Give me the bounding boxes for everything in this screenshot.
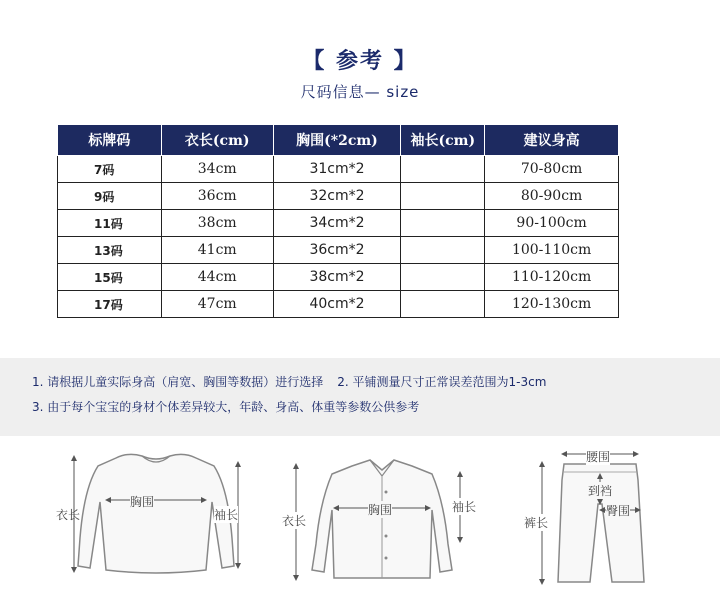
column-header-length: 衣长(cm): [161, 125, 273, 156]
cell-sleeve: [401, 237, 485, 264]
sweater-diagram: [56, 448, 256, 588]
cell-length: 36cm: [161, 183, 273, 210]
table-row: [58, 156, 619, 183]
cell-sleeve: [401, 210, 485, 237]
table-row: [58, 183, 619, 210]
notes-row-2: [32, 398, 419, 415]
shirt-diagram: [282, 452, 482, 588]
label-waist: 腰围: [586, 450, 611, 464]
column-header-chest: 胸围(*2cm): [273, 125, 401, 156]
cell-length: 38cm: [161, 210, 273, 237]
page-subtitle: 尺码信息— size: [300, 83, 420, 101]
cell-height: 100-110cm: [485, 237, 619, 264]
cell-chest: 31cm*2: [273, 156, 401, 183]
column-header-tag-size: 标牌码: [58, 125, 162, 156]
label-sleeve: 袖长: [452, 500, 477, 514]
size-table: [57, 124, 619, 318]
notes-row-1: [32, 373, 546, 390]
cell-chest: 32cm*2: [273, 183, 401, 210]
label-hip: 臀围: [606, 504, 631, 518]
table-row: [58, 210, 619, 237]
cell-height: 120-130cm: [485, 291, 619, 318]
cell-height: 110-120cm: [485, 264, 619, 291]
cell-length: 47cm: [161, 291, 273, 318]
cell-chest: 40cm*2: [273, 291, 401, 318]
table-row: [58, 264, 619, 291]
cell-length: 34cm: [161, 156, 273, 183]
label-sleeve: 袖长: [214, 508, 239, 522]
table-header-row: [58, 125, 619, 156]
cell-height: 80-90cm: [485, 183, 619, 210]
cell-sleeve: [401, 183, 485, 210]
cell-chest: 38cm*2: [273, 264, 401, 291]
cell-size: 13码: [58, 237, 162, 264]
cell-length: 41cm: [161, 237, 273, 264]
note-1: 1. 请根据儿童实际身高（肩宽、胸围等数据）进行选择: [32, 375, 324, 389]
cell-size: 11码: [58, 210, 162, 237]
cell-sleeve: [401, 291, 485, 318]
label-rise: 到裆: [588, 484, 613, 498]
cell-height: 70-80cm: [485, 156, 619, 183]
note-2: 2. 平铺测量尺寸正常误差范围为1-3cm: [337, 375, 547, 389]
cell-size: 7码: [58, 156, 162, 183]
cell-sleeve: [401, 156, 485, 183]
label-chest: 胸围: [130, 495, 155, 509]
cell-size: 9码: [58, 183, 162, 210]
note-3: 3. 由于每个宝宝的身材个体差异较大，年龄、身高、体重等参数公供参考: [32, 400, 420, 414]
table-row: [58, 237, 619, 264]
table-row: [58, 291, 619, 318]
header: [0, 44, 720, 102]
label-length: 衣长: [282, 514, 307, 528]
page-title: 【 参考 】: [302, 49, 418, 74]
cell-height: 90-100cm: [485, 210, 619, 237]
cell-size: 17码: [58, 291, 162, 318]
pants-diagram: [520, 446, 680, 590]
label-length: 衣长: [56, 508, 81, 522]
notes-panel: [0, 358, 720, 436]
column-header-height: 建议身高: [485, 125, 619, 156]
cell-chest: 34cm*2: [273, 210, 401, 237]
cell-chest: 36cm*2: [273, 237, 401, 264]
shirt-illustration: [282, 452, 482, 588]
label-length: 裤长: [524, 516, 549, 530]
cell-length: 44cm: [161, 264, 273, 291]
cell-sleeve: [401, 264, 485, 291]
label-chest: 胸围: [368, 503, 393, 517]
column-header-sleeve: 袖长(cm): [401, 125, 485, 156]
cell-size: 15码: [58, 264, 162, 291]
